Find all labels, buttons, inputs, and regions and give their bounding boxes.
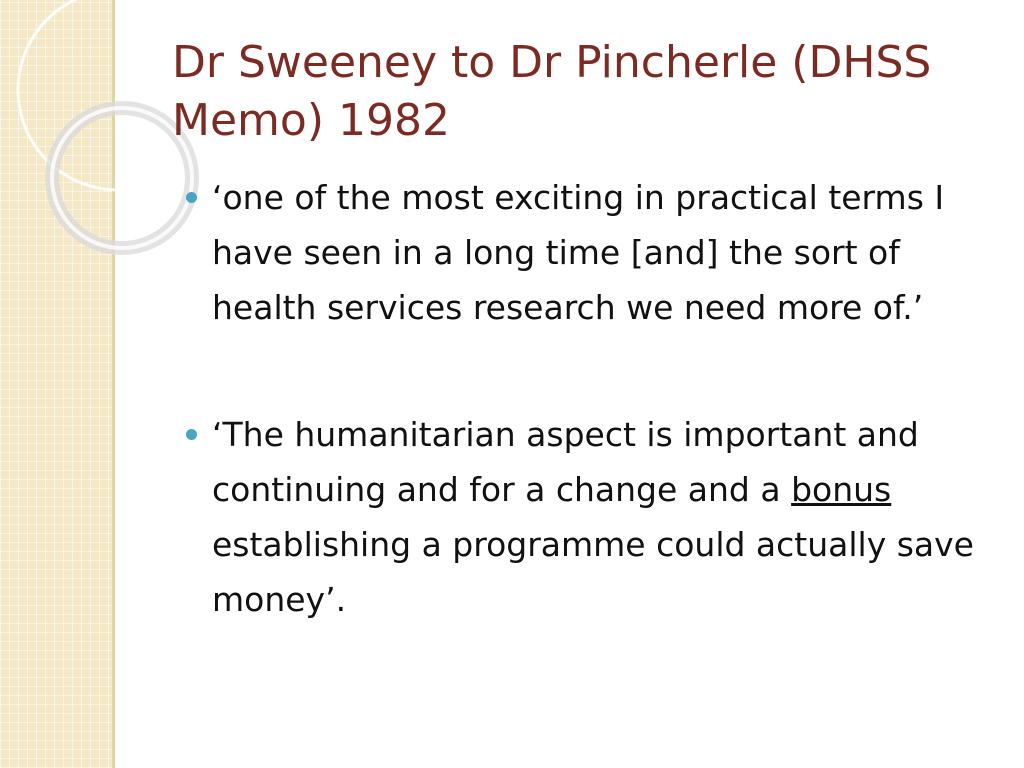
bullet-item [186,407,1006,627]
bullet-list [186,170,1006,627]
bullet-item [186,170,1006,335]
decorative-left-band [0,0,115,768]
bullet-dot-icon [186,429,197,440]
bullet-text-start: ‘The humanitarian aspect is important and continuing and for a change and a [212,415,919,509]
band-edge-divider [112,0,115,768]
bullet-text-underlined: bonus [791,470,892,509]
bullet-text-end: establishing a programme could actually save money’. [212,525,974,619]
slide-title: Dr Sweeney to Dr Pincherle (DHSS Memo) 1982 [172,37,932,146]
bullet-text: ‘one of the most exciting in practical terms I have seen in a long time [and] the sort of health services research we need more of.’ [212,178,945,327]
bullet-dot-icon [186,192,197,203]
